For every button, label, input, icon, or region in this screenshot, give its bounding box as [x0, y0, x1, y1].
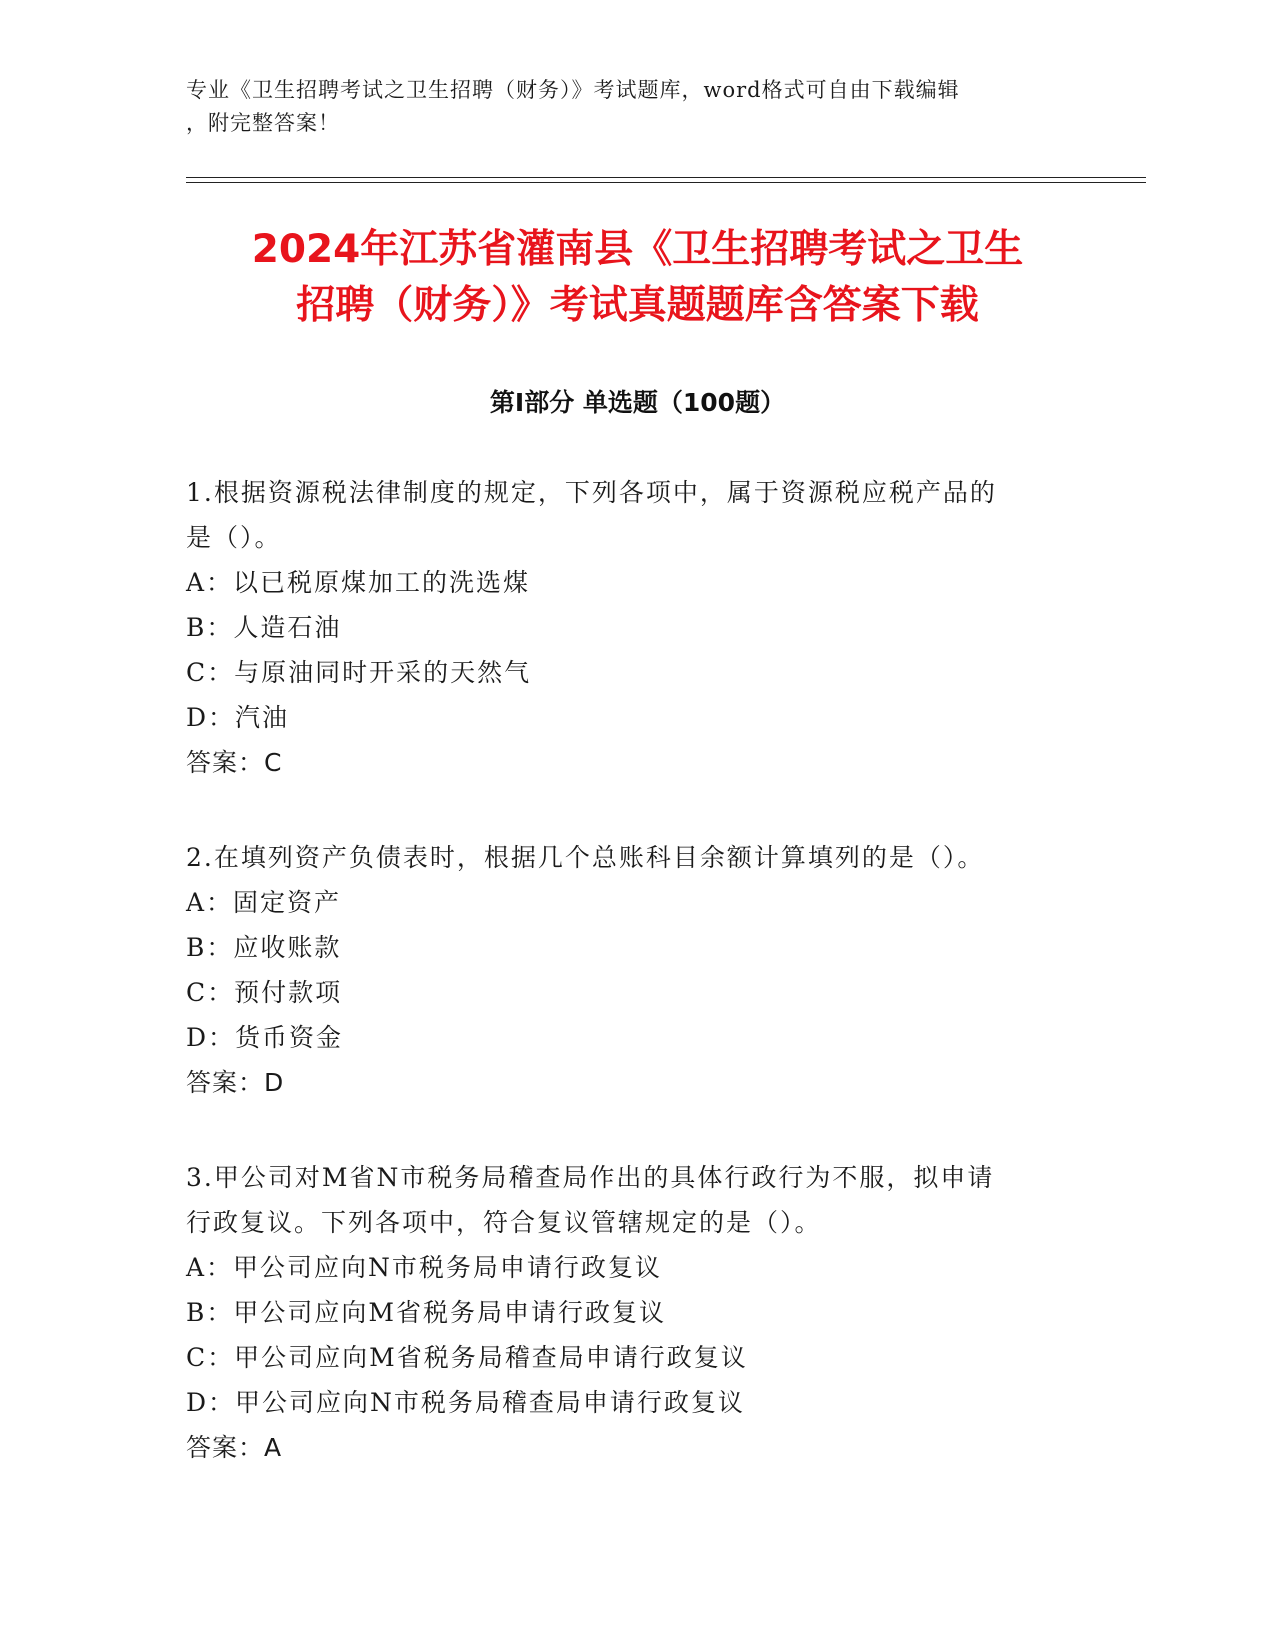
question-stem-line-1: 3.甲公司对M省N市税务局稽查局作出的具体行政行为不服，拟申请	[186, 1163, 995, 1192]
option-a: A：甲公司应向N市税务局申请行政复议	[186, 1253, 662, 1282]
option-a: A：固定资产	[186, 888, 342, 917]
header-note-line-1: 专业《卫生招聘考试之卫生招聘（财务）》考试题库，word格式可自由下载编辑	[186, 78, 960, 102]
document-title	[150, 222, 1125, 334]
header-note	[186, 74, 1086, 140]
option-d: D：货币资金	[186, 1023, 344, 1052]
answer: 答案：C	[186, 748, 283, 777]
option-d: D：汽油	[186, 703, 290, 732]
option-c: C：与原油同时开采的天然气	[186, 658, 532, 687]
option-c: C：甲公司应向M省税务局稽查局申请行政复议	[186, 1343, 748, 1372]
section-heading: 第Ⅰ部分 单选题（100题）	[489, 388, 786, 417]
option-b: B：应收账款	[186, 933, 342, 962]
option-a: A：以已税原煤加工的洗选煤	[186, 568, 531, 597]
header-divider-bottom	[186, 182, 1146, 183]
question-stem-line-1: 1.根据资源税法律制度的规定，下列各项中，属于资源税应税产品的	[186, 478, 997, 507]
document-title-line-1: 2024年江苏省灌南县《卫生招聘考试之卫生	[251, 227, 1024, 272]
option-d: D：甲公司应向N市税务局稽查局申请行政复议	[186, 1388, 745, 1417]
option-b: B：甲公司应向M省税务局申请行政复议	[186, 1298, 666, 1327]
answer: 答案：D	[186, 1068, 285, 1097]
question-stem-line-1: 2.在填列资产负债表时，根据几个总账科目余额计算填列的是（）。	[186, 843, 985, 872]
document-title-line-2: 招聘（财务）》考试真题题库含答案下载	[296, 283, 979, 328]
question-stem	[186, 470, 1066, 560]
question-stem-line-2: 是（）。	[186, 523, 282, 552]
option-c: C：预付款项	[186, 978, 343, 1007]
answer: 答案：A	[186, 1433, 283, 1462]
question-stem	[186, 835, 1066, 880]
question-3	[186, 1155, 1066, 1470]
question-stem	[186, 1155, 1066, 1245]
header-divider-top	[186, 177, 1146, 178]
question-2	[186, 835, 1066, 1105]
header-note-line-2: ，附完整答案！	[186, 111, 340, 135]
option-b: B：人造石油	[186, 613, 342, 642]
question-1	[186, 470, 1066, 785]
question-stem-line-2: 行政复议。下列各项中，符合复议管辖规定的是（）。	[186, 1208, 822, 1237]
